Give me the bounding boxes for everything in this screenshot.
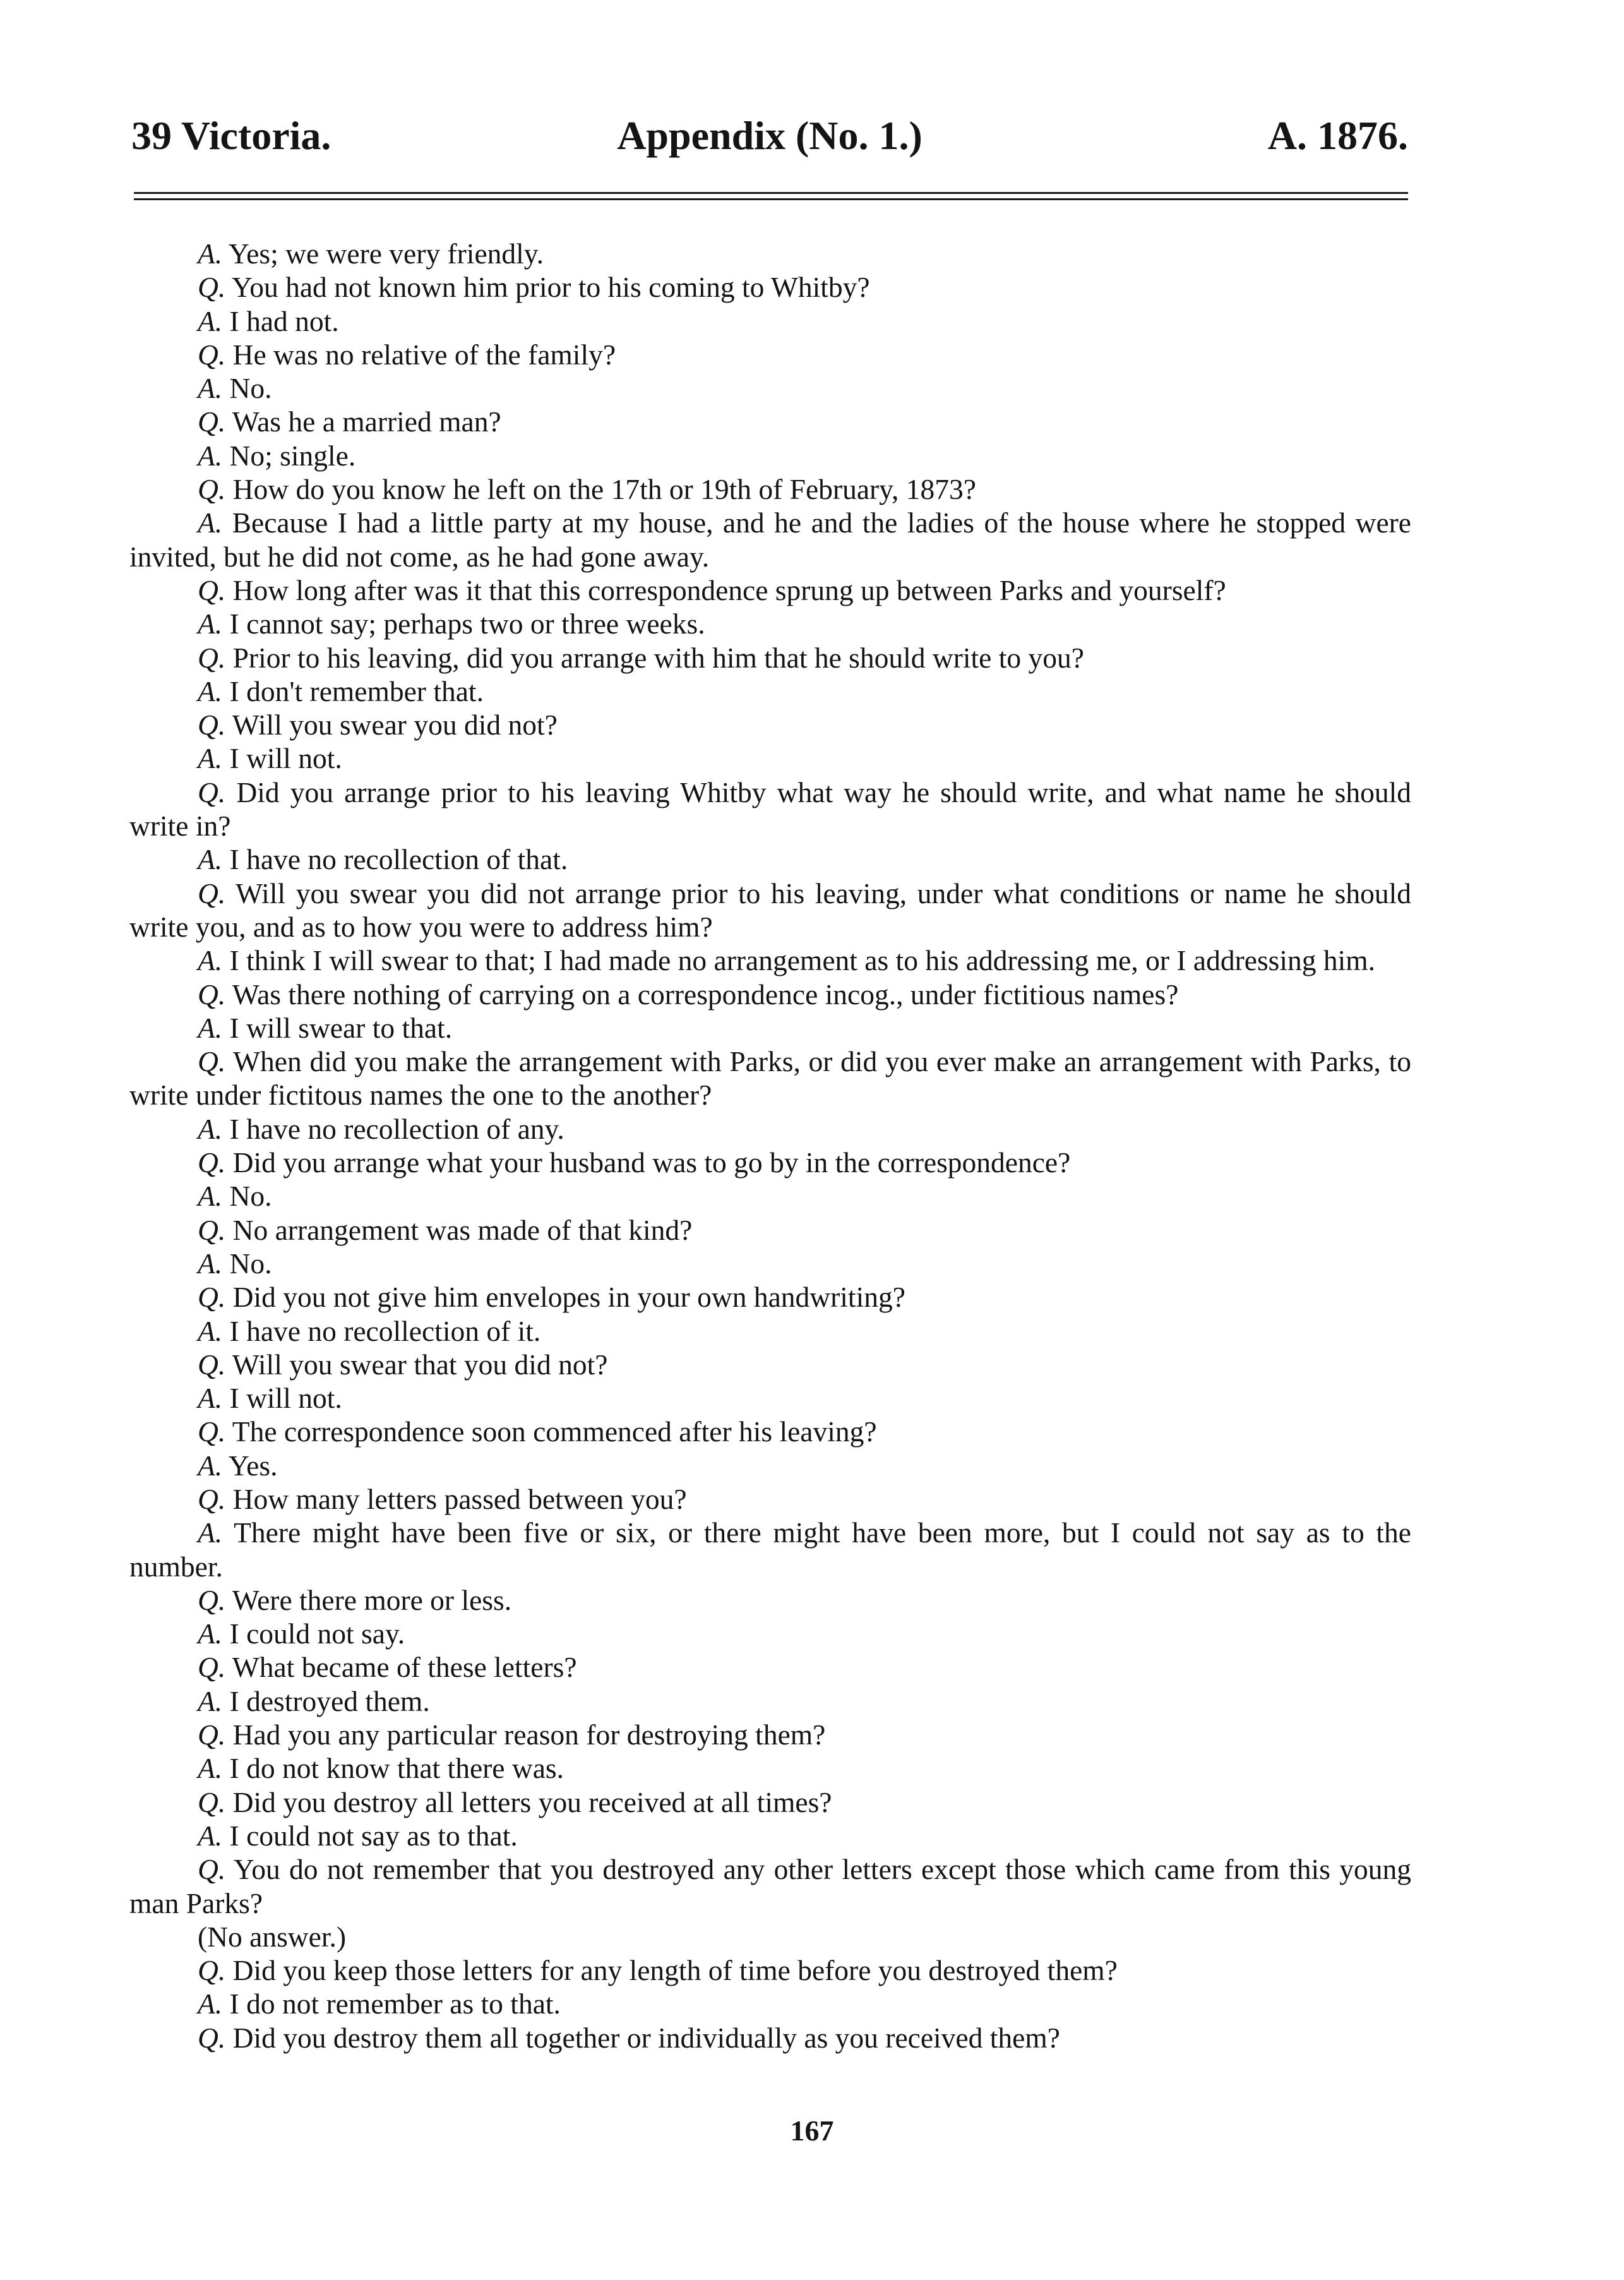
testimony-text: The correspondence soon commenced after his leaving? <box>232 1415 877 1448</box>
speaker-label: Q. <box>198 1146 226 1179</box>
header-rule-top <box>134 192 1408 194</box>
speaker-label: A. <box>198 1112 223 1145</box>
testimony-line <box>129 1449 1411 1482</box>
testimony-line <box>129 1852 1411 1920</box>
testimony-transcript <box>129 237 1411 2055</box>
testimony-text: When did you make the arrangement with Parks, or did you ever make an arrangement with Parks, to write under fictitous names the one to the another? <box>129 1045 1411 1112</box>
speaker-label: A. <box>198 1382 223 1415</box>
testimony-text: Did you destroy all letters you received at all times? <box>232 1785 832 1818</box>
testimony-text: Did you keep those letters for any length of time before you destroyed them? <box>232 1954 1118 1987</box>
speaker-label: Q. <box>198 1045 226 1078</box>
speaker-label: Q. <box>198 473 226 506</box>
testimony-text: Will you swear you did not? <box>232 709 558 741</box>
speaker-label: Q. <box>198 1482 226 1515</box>
testimony-line <box>129 944 1411 977</box>
testimony-line <box>129 1920 1411 1953</box>
speaker-label: A. <box>198 608 223 640</box>
header-session: 39 Victoria. <box>131 113 331 158</box>
testimony-line <box>129 1516 1411 1583</box>
testimony-line <box>129 978 1411 1011</box>
speaker-label: Q. <box>198 641 226 674</box>
testimony-line <box>129 1751 1411 1785</box>
speaker-label: Q. <box>198 1954 226 1987</box>
header-year: A. 1876. <box>1267 113 1408 158</box>
testimony-text: I do not remember as to that. <box>229 1988 561 2020</box>
speaker-label: A. <box>198 675 223 707</box>
header-rule-bottom <box>134 198 1408 200</box>
speaker-label: Q. <box>198 1719 226 1751</box>
testimony-text: No. <box>229 1247 272 1280</box>
testimony-text: I could not say. <box>229 1617 405 1650</box>
testimony-line <box>129 2021 1411 2055</box>
testimony-text: Did you not give him envelopes in your own handwriting? <box>232 1281 905 1314</box>
testimony-text: Prior to his leaving, did you arrange with him that he should write to you? <box>232 641 1084 674</box>
testimony-text: No; single. <box>229 439 356 472</box>
speaker-label: A. <box>198 237 223 270</box>
testimony-line <box>129 1314 1411 1348</box>
testimony-line <box>129 675 1411 708</box>
testimony-line <box>129 741 1411 775</box>
speaker-label: Q. <box>198 776 226 808</box>
testimony-text: I will not. <box>229 1382 342 1415</box>
testimony-line <box>129 1819 1411 1852</box>
testimony-line <box>129 405 1411 438</box>
testimony-line <box>129 1953 1411 1987</box>
testimony-text: Did you arrange what your husband was to go by in the correspondence? <box>232 1146 1071 1179</box>
testimony-line <box>129 1112 1411 1146</box>
testimony-text: No. <box>229 372 272 405</box>
testimony-line <box>129 1381 1411 1415</box>
speaker-label: Q. <box>198 1853 226 1886</box>
testimony-text: How do you know he left on the 17th or 19th of February, 1873? <box>232 473 976 506</box>
testimony-text: No arrangement was made of that kind? <box>232 1213 693 1246</box>
speaker-label: Q. <box>198 1348 226 1381</box>
testimony-text: I will not. <box>229 742 342 775</box>
speaker-label: A. <box>198 1617 223 1650</box>
testimony-line <box>129 439 1411 472</box>
testimony-text: Because I had a little party at my house, and he and the ladies of the house where he stopped were invited, but he did not come, as he had gone away. <box>129 507 1411 573</box>
testimony-line <box>129 1718 1411 1751</box>
testimony-line <box>129 1650 1411 1684</box>
testimony-line <box>129 641 1411 675</box>
speaker-label: Q. <box>198 1785 226 1818</box>
speaker-label: A. <box>198 1988 223 2020</box>
speaker-label: Q. <box>198 338 226 371</box>
testimony-line <box>129 237 1411 270</box>
testimony-text: I cannot say; perhaps two or three weeks. <box>229 608 705 640</box>
testimony-text: Yes; we were very friendly. <box>228 237 544 270</box>
testimony-line <box>129 338 1411 371</box>
speaker-label: Q. <box>198 2021 226 2054</box>
speaker-label: A. <box>198 439 223 472</box>
testimony-text: I have no recollection of any. <box>229 1112 564 1145</box>
testimony-text: Did you arrange prior to his leaving Whitby what way he should write, and what name he should write in? <box>129 776 1412 843</box>
speaker-label: A. <box>198 1247 223 1280</box>
testimony-text: I think I will swear to that; I had made no arrangement as to his addressing me, or I addressing him. <box>229 944 1376 977</box>
testimony-text: I will swear to that. <box>229 1011 453 1044</box>
testimony-text: (No answer.) <box>198 1920 347 1953</box>
speaker-label: Q. <box>198 877 226 909</box>
header-appendix: Appendix (No. 1.) <box>617 113 922 158</box>
speaker-label: Q. <box>198 271 226 304</box>
testimony-line <box>129 1280 1411 1314</box>
page-number: 167 <box>790 2115 834 2147</box>
speaker-label: A. <box>198 1180 223 1213</box>
speaker-label: Q. <box>198 1415 226 1448</box>
testimony-text: I destroyed them. <box>229 1684 430 1717</box>
speaker-label: Q. <box>198 1583 226 1616</box>
speaker-label: A. <box>198 507 223 539</box>
testimony-line <box>129 607 1411 640</box>
testimony-line <box>129 506 1411 573</box>
testimony-text: Will you swear that you did not? <box>232 1348 608 1381</box>
speaker-label: Q. <box>198 1281 226 1314</box>
testimony-line <box>129 1011 1411 1045</box>
speaker-label: A. <box>198 1819 223 1852</box>
testimony-text: He was no relative of the family? <box>232 338 616 371</box>
testimony-text: No. <box>229 1180 272 1213</box>
testimony-text: I have no recollection of that. <box>229 843 568 876</box>
speaker-label: A. <box>198 742 223 775</box>
testimony-text: Will you swear you did not arrange prior to his leaving, under what conditions or name he should write you, and as to how you were to address him? <box>129 877 1411 943</box>
testimony-line <box>129 304 1411 338</box>
speaker-label: Q. <box>198 573 226 606</box>
testimony-line <box>129 1785 1411 1819</box>
testimony-text: Was he a married man? <box>232 405 501 438</box>
speaker-label: A. <box>198 1752 223 1785</box>
speaker-label: Q. <box>198 709 226 741</box>
testimony-line <box>129 472 1411 506</box>
testimony-line <box>129 1213 1411 1247</box>
testimony-line <box>129 1617 1411 1650</box>
speaker-label: Q. <box>198 1651 226 1684</box>
testimony-line <box>129 877 1411 944</box>
testimony-text: I do not know that there was. <box>229 1752 564 1785</box>
speaker-label: Q. <box>198 978 226 1011</box>
testimony-text: I could not say as to that. <box>229 1819 518 1852</box>
speaker-label: A. <box>198 372 223 405</box>
testimony-text: Had you any particular reason for destroying them? <box>232 1719 826 1751</box>
speaker-label: Q. <box>198 405 226 438</box>
testimony-text: How many letters passed between you? <box>232 1482 687 1515</box>
speaker-label: A. <box>198 1516 223 1549</box>
testimony-line <box>129 1348 1411 1381</box>
testimony-text: I have no recollection of it. <box>229 1314 541 1347</box>
testimony-text: Were there more or less. <box>232 1583 512 1616</box>
testimony-text: There might have been five or six, or there might have been more, but I could not say as to the number. <box>129 1516 1411 1583</box>
testimony-line <box>129 1684 1411 1718</box>
testimony-line <box>129 1415 1411 1448</box>
speaker-label: Q. <box>198 1213 226 1246</box>
speaker-label: A. <box>198 1314 223 1347</box>
testimony-line <box>129 1247 1411 1280</box>
testimony-line <box>129 573 1411 607</box>
testimony-text: I don't remember that. <box>229 675 484 707</box>
testimony-line <box>129 1179 1411 1213</box>
testimony-line <box>129 1482 1411 1516</box>
testimony-line <box>129 270 1411 304</box>
speaker-label: A. <box>198 1011 223 1044</box>
testimony-line <box>129 708 1411 741</box>
testimony-text: You had not known him prior to his coming to Whitby? <box>231 271 870 304</box>
page-header <box>131 112 1408 163</box>
testimony-line <box>129 843 1411 876</box>
testimony-text: Yes. <box>228 1449 278 1482</box>
speaker-label: A. <box>198 1684 223 1717</box>
speaker-label: A. <box>198 843 223 876</box>
speaker-label: A. <box>198 304 223 337</box>
testimony-text: Did you destroy them all together or individually as you received them? <box>232 2021 1060 2054</box>
testimony-line <box>129 1146 1411 1179</box>
testimony-text: How long after was it that this correspondence sprung up between Parks and yourself? <box>232 573 1226 606</box>
testimony-line <box>129 1987 1411 2020</box>
testimony-text: You do not remember that you destroyed any other letters except those which came from this young man Parks? <box>129 1853 1412 1919</box>
testimony-text: I had not. <box>229 304 339 337</box>
testimony-text: Was there nothing of carrying on a correspondence incog., under fictitious names? <box>232 978 1179 1011</box>
speaker-label: A. <box>198 1449 223 1482</box>
testimony-line <box>129 371 1411 405</box>
testimony-line <box>129 1045 1411 1112</box>
testimony-line <box>129 1583 1411 1617</box>
testimony-text: What became of these letters? <box>232 1651 577 1684</box>
speaker-label: A. <box>198 944 223 977</box>
testimony-line <box>129 776 1411 843</box>
